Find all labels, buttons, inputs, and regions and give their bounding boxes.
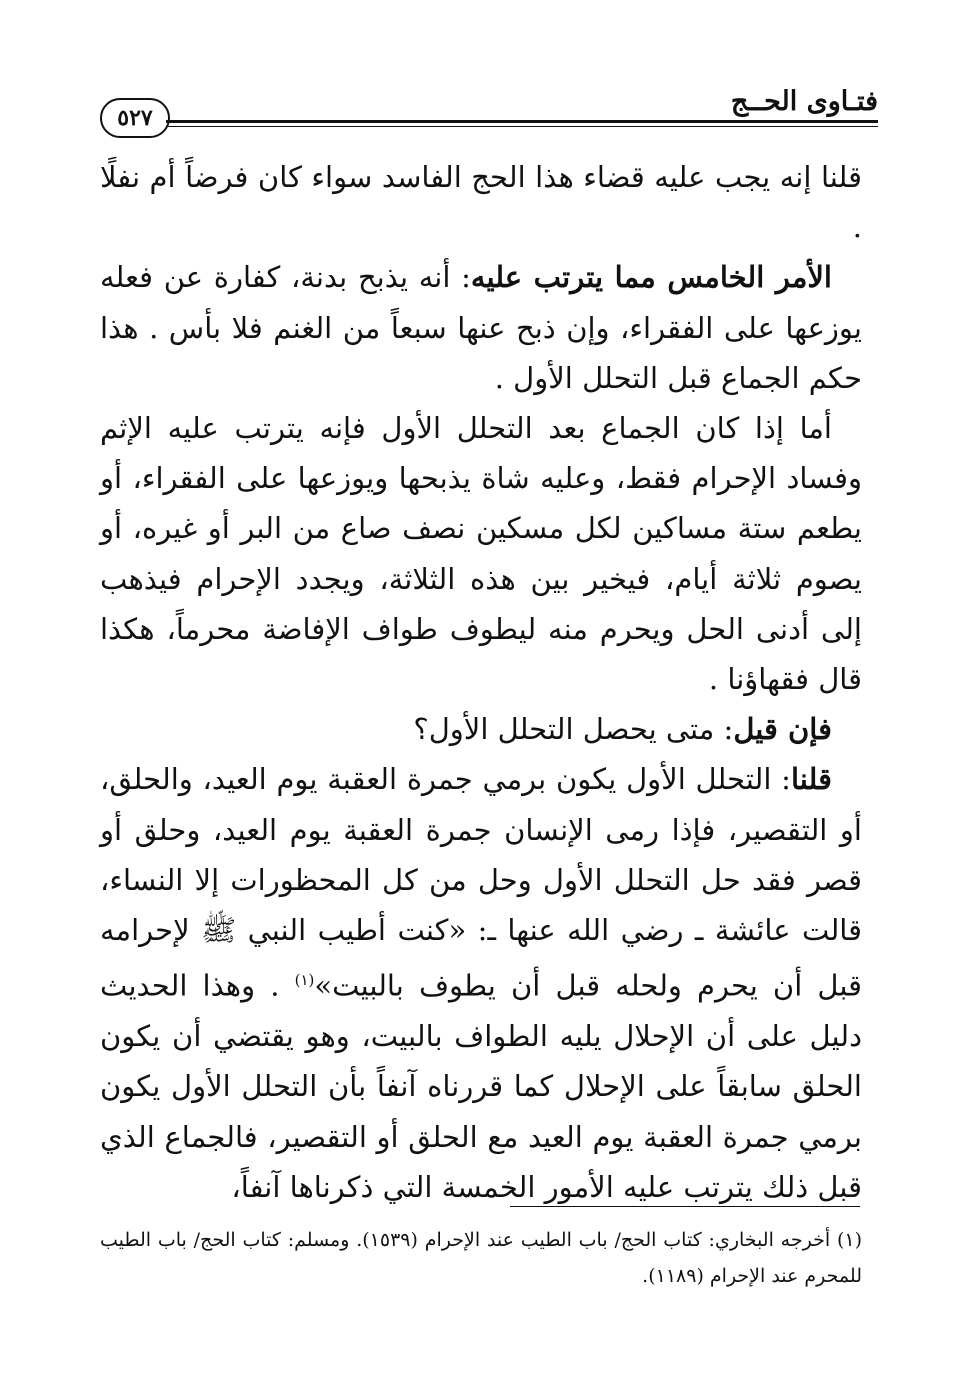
paragraph-2 [100,252,862,403]
paragraph-5-lead: قلنا [790,762,832,797]
paragraph-4 [100,704,862,754]
paragraph-4-text: : متى يحصل التحلل الأول؟ [413,712,734,747]
paragraph-5 [100,754,862,1211]
footnote: (١) أخرجه البخاري: كتاب الحج/ باب الطيب عند الإحرام (١٥٣٩). ومسلم: كتاب الحج/ باب الطيب للمحرم عند الإحرام (١١٨٩). [100,1229,862,1287]
paragraph-4-lead: فإن قيل [733,712,832,747]
footnote-divider [510,1206,860,1207]
footnote-marker: (١) [294,971,315,990]
running-header [100,78,878,138]
paragraph-2-lead: الأمر الخامس مما يترتب عليه [470,260,832,295]
paragraph-5-text: : التحلل الأول يكون برمي جمرة العقبة يوم العيد، والحلق، أو التقصير، فإذا رمى الإنسان جمرة العقبة يوم العيد، وحلق أو قصر فقد حل التحلل الأول وحل من كل المحظورات إلا النساء، قالت عائشة ـ رضي الله عنها ـ: «كنت أطيب النبي ﷺ لإحرامه قبل أن يحرم ولحله قبل أن يطوف بالبيت» [100,762,862,1003]
paragraph-5-tail: . وهذا الحديث دليل على أن الإحلال يليه الطواف بالبيت، وهو يقتضي أن يكون الحلق سابقاً على الإحلال كما قررناه آنفاً بأن التحلل الأول يكون برمي جمرة العقبة يوم العيد مع الحلق أو التقصير، فالجماع الذي قبل ذلك يترتب عليه الأمور الخمسة التي ذكرناها آنفاً، [100,968,862,1204]
main-text [100,152,862,1212]
paragraph-1: قلنا إنه يجب عليه قضاء هذا الحج الفاسد سواء كان فرضاً أم نفلًا . [100,160,862,245]
page-number: ٥٢٧ [100,98,170,138]
paragraph-2-text: : أنه يذبح بدنة، كفارة عن فعله يوزعها على الفقراء، وإن ذبح عنها سبعاً من الغنم فلا بأس . هذا حكم الجماع قبل التحلل الأول . [100,260,862,395]
book-title: فتـاوى الحــج [730,86,878,117]
paragraph-3: أما إذا كان الجماع بعد التحلل الأول فإنه يترتب عليه الإثم وفساد الإحرام فقط، وعليه شاة يذبحها ويوزعها على الفقراء، أو يطعم ستة مساكين لكل مسكين نصف صاع من البر أو غيره، أو يصوم ثلاثة أيام، فيخير بين هذه الثلاثة، ويجدد الإحرام فيذهب إلى أدنى الحل ويحرم منه ليطوف طواف الإفاضة محرماً، هكذا قال فقهاؤنا . [100,411,862,697]
header-rule [166,120,878,123]
header-rule-thin [166,126,878,127]
